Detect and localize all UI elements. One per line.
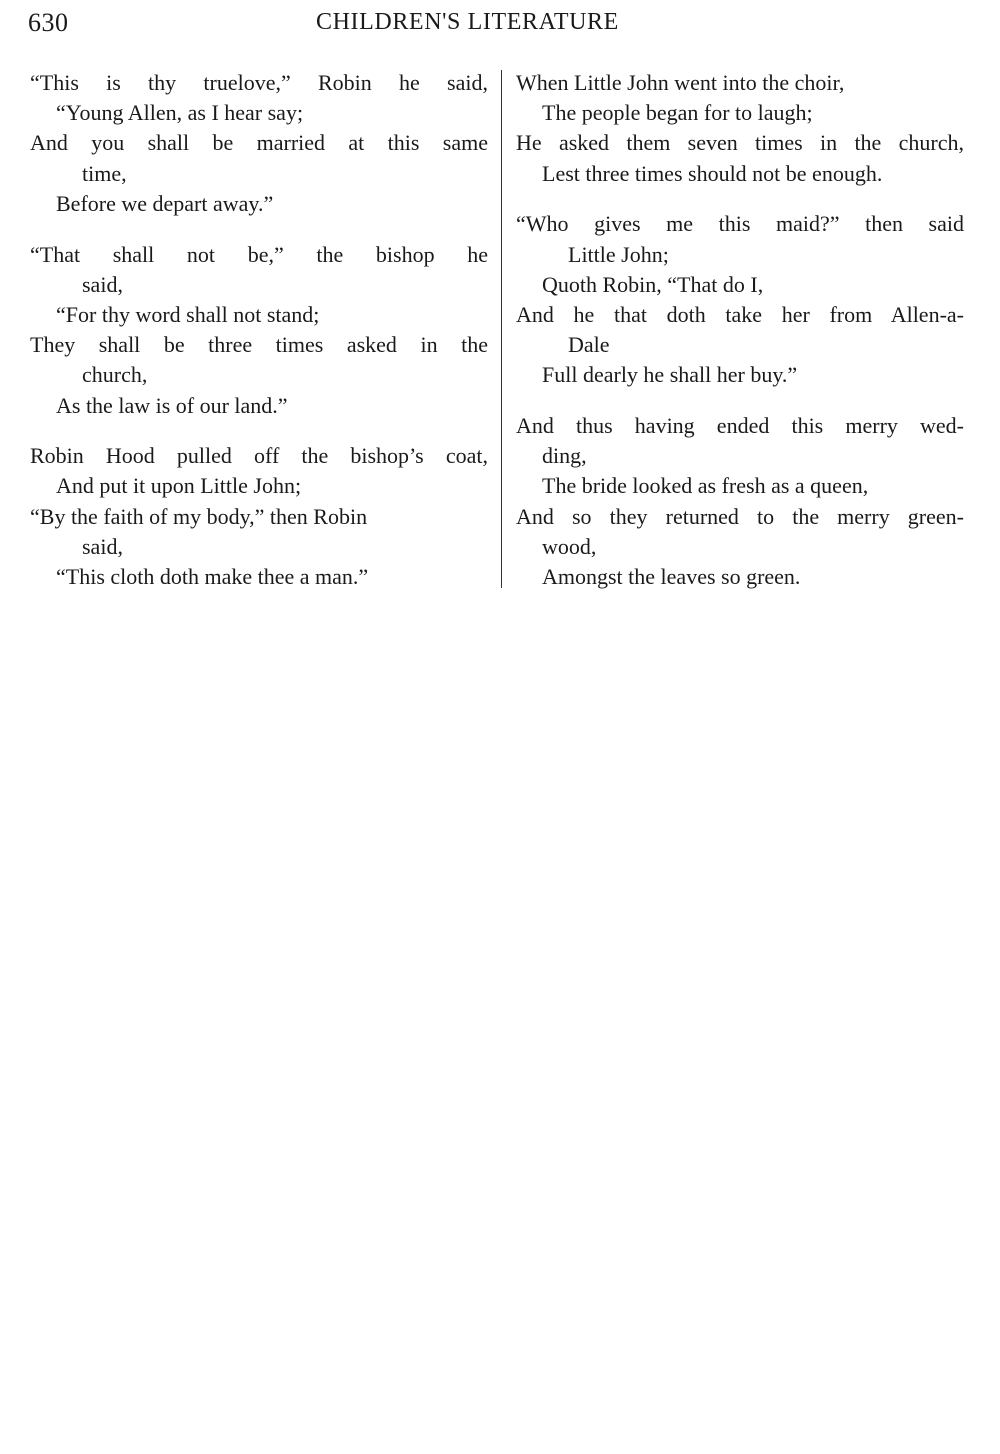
stanza — [516, 411, 964, 592]
verse-line: Full dearly he shall her buy.” — [542, 362, 798, 388]
verse-line: As the law is of our land.” — [56, 392, 288, 418]
verse-line: time, — [82, 160, 127, 186]
stanza — [30, 68, 488, 219]
verse-line: Quoth Robin, “That do I, — [542, 271, 764, 297]
verse-line: And you shall be married at this same — [30, 130, 488, 156]
verse-line: He asked them seven times in the church, — [516, 130, 964, 156]
verse-line: The people began for to laugh; — [542, 100, 813, 126]
stanza — [30, 441, 488, 592]
stanza — [516, 68, 964, 189]
verse-line: Amongst the leaves so green. — [542, 564, 801, 590]
stanza — [516, 209, 964, 390]
verse-line: “This is thy truelove,” Robin he said, — [30, 70, 488, 95]
running-head: CHILDREN'S LITERATURE — [316, 9, 619, 35]
verse-line: And put it upon Little John; — [56, 473, 302, 499]
verse-line: wood, — [542, 533, 597, 559]
right-column — [516, 68, 964, 613]
verse-line: Before we depart away.” — [56, 190, 274, 216]
verse-line: “Who gives me this maid?” then said — [516, 211, 964, 237]
verse-line: Lest three times should not be enough. — [542, 160, 883, 186]
verse-line: And thus having ended this merry wed- — [516, 413, 964, 439]
verse-line: They shall be three times asked in the — [30, 332, 488, 358]
verse-line: “That shall not be,” the bishop he — [30, 241, 488, 267]
verse-line: Dale — [568, 332, 610, 358]
column-divider — [501, 70, 502, 588]
verse-line: said, — [82, 533, 123, 559]
verse-line: When Little John went into the choir, — [516, 70, 845, 95]
verse-line: church, — [82, 362, 148, 388]
verse-line: ding, — [542, 443, 587, 469]
stanza — [30, 240, 488, 421]
verse-line: And he that doth take her from Allen-a- — [516, 301, 964, 327]
verse-line: “Young Allen, as I hear say; — [56, 100, 304, 126]
verse-line: Robin Hood pulled off the bishop’s coat, — [30, 443, 488, 469]
verse-line: Little John; — [568, 241, 669, 267]
verse-line: “By the faith of my body,” then Robin — [30, 503, 368, 529]
verse-line: said, — [82, 271, 123, 297]
page-number: 630 — [28, 8, 69, 37]
verse-line: And so they returned to the merry green- — [516, 503, 964, 529]
verse-line: “For thy word shall not stand; — [56, 301, 320, 327]
left-column — [30, 68, 488, 613]
verse-line: “This cloth doth make thee a man.” — [56, 564, 369, 590]
verse-line: The bride looked as fresh as a queen, — [542, 473, 869, 499]
